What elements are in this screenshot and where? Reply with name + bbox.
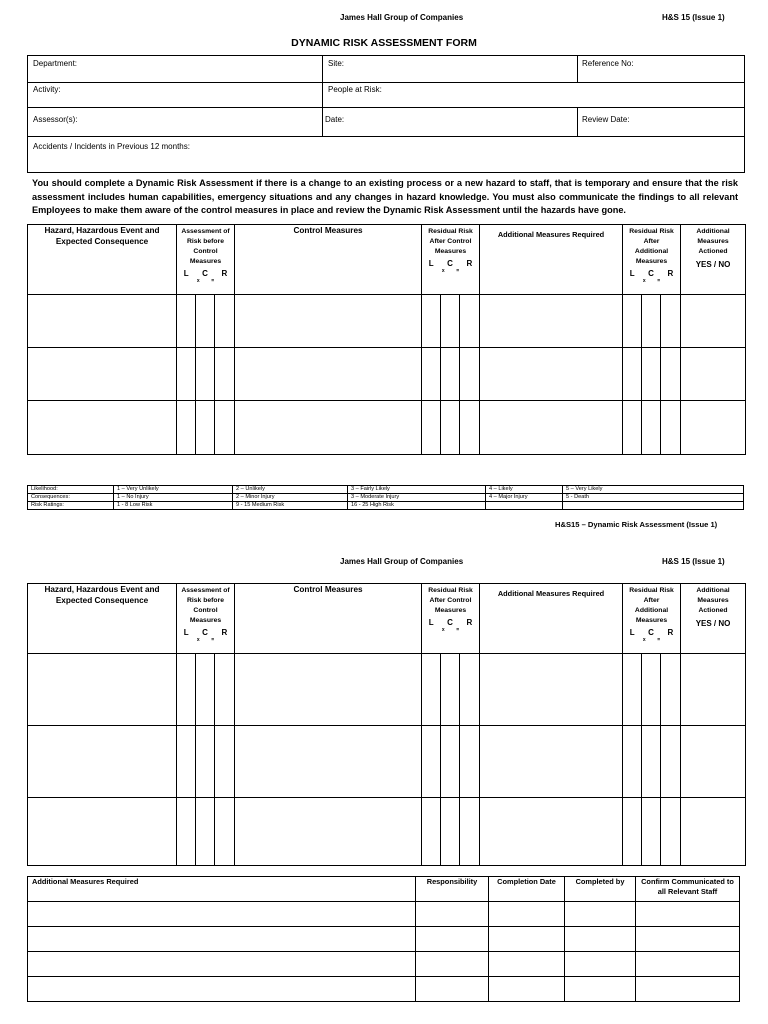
- completed-by-col-header: Completed by: [565, 877, 636, 902]
- table-row[interactable]: [28, 952, 740, 977]
- risk-table-1: [27, 224, 746, 455]
- residual-after-control-header: Residual Risk After Control Measures L C R x =: [422, 584, 480, 654]
- yes-no-label: YES / NO: [695, 260, 731, 269]
- consequences-row: Consequences: 1 – No Injury 2 – Minor Injury 3 – Moderate Injury 4 – Major Injury 5 - Death: [28, 494, 744, 502]
- assessment-before-header: Assessment of Risk before Control Measures L C R x =: [177, 584, 235, 654]
- hazard-header: Hazard, Hazardous Event and Expected Consequence: [28, 584, 177, 654]
- risk-ratings-row: Risk Ratings: 1 - 8 Low Risk 9 - 15 Medium Risk 16 - 25 High Risk: [28, 502, 744, 510]
- residual-after-additional-header: Residual Risk After Additional Measures L C R x =: [623, 225, 681, 295]
- document-issue: H&S 15 (Issue 1): [662, 13, 725, 22]
- confirm-communicated-col-header: Confirm Communicated to all Relevant Staff: [636, 877, 740, 902]
- table-row[interactable]: [28, 798, 746, 866]
- table-row[interactable]: [28, 977, 740, 1002]
- likelihood-row: Likelihood: 1 – Very Unlikely 2 – Unlikely 3 – Fairly Likely 4 – Likely 5 – Very Likely: [28, 486, 744, 494]
- document-issue: H&S 15 (Issue 1): [662, 557, 725, 566]
- additional-measures-col-header: Additional Measures Required: [28, 877, 416, 902]
- lcr-labels: L C R x =: [629, 269, 674, 284]
- footer-reference: H&S15 – Dynamic Risk Assessment (Issue 1): [555, 520, 718, 529]
- assessment-before-header: Assessment of Risk before Control Measures L C R x =: [177, 225, 235, 295]
- control-measures-header: Control Measures: [235, 225, 422, 295]
- people-at-risk-field[interactable]: People at Risk:: [328, 85, 382, 94]
- company-name: James Hall Group of Companies: [340, 557, 464, 566]
- responsibility-col-header: Responsibility: [416, 877, 489, 902]
- lcr-labels: L C R x =: [183, 628, 228, 643]
- risk-legend: [27, 485, 744, 510]
- completion-date-col-header: Completion Date: [489, 877, 565, 902]
- company-name: James Hall Group of Companies: [340, 13, 464, 22]
- control-measures-header: Control Measures: [235, 584, 422, 654]
- table-row[interactable]: [28, 927, 740, 952]
- activity-field[interactable]: Activity:: [33, 85, 61, 94]
- lcr-labels: L C R x =: [428, 618, 473, 633]
- table-row[interactable]: [28, 348, 746, 401]
- table-row[interactable]: [28, 902, 740, 927]
- lcr-labels: L C R x =: [629, 628, 674, 643]
- table-row[interactable]: [28, 654, 746, 726]
- lcr-labels: L C R x =: [428, 259, 473, 274]
- additional-measures-header: Additional Measures Required: [480, 584, 623, 654]
- additional-measures-table: [27, 876, 740, 1002]
- residual-after-additional-header: Residual Risk After Additional Measures L C R x =: [623, 584, 681, 654]
- risk-table-2: [27, 583, 746, 866]
- actioned-header: Additional Measures Actioned YES / NO: [681, 584, 746, 654]
- table-row[interactable]: [28, 726, 746, 798]
- lcr-labels: L C R x =: [183, 269, 228, 284]
- table-row[interactable]: [28, 401, 746, 455]
- site-field[interactable]: Site:: [328, 59, 345, 68]
- actioned-header: Additional Measures Actioned YES / NO: [681, 225, 746, 295]
- accidents-field[interactable]: Accidents / Incidents in Previous 12 months:: [33, 142, 190, 151]
- hazard-header: Hazard, Hazardous Event and Expected Consequence: [28, 225, 177, 295]
- date-field[interactable]: Date:: [325, 115, 345, 124]
- assessors-field[interactable]: Assessor(s):: [33, 115, 78, 124]
- review-date-field[interactable]: Review Date:: [582, 115, 630, 124]
- form-title: DYNAMIC RISK ASSESSMENT FORM: [291, 37, 477, 49]
- yes-no-label: YES / NO: [695, 619, 731, 628]
- intro-instructions: You should complete a Dynamic Risk Assessment if there is a change to an existing process or a new hazard to staff, that is temporary and ensure that the risk assessment includes human capabilities, emergency situations and any changes in hazard knowledge. You must also communicate the findings to all relevant Employees to make them aware of the control measures in place and review the Dynamic Risk Assessment until the hazards have gone.: [32, 178, 738, 215]
- department-field[interactable]: Department:: [33, 59, 78, 68]
- assessment-info-box: [27, 55, 745, 173]
- table-row[interactable]: [28, 295, 746, 348]
- additional-measures-header: Additional Measures Required: [480, 225, 623, 295]
- residual-after-control-header: Residual Risk After Control Measures L C R x =: [422, 225, 480, 295]
- reference-no-field[interactable]: Reference No:: [582, 59, 634, 68]
